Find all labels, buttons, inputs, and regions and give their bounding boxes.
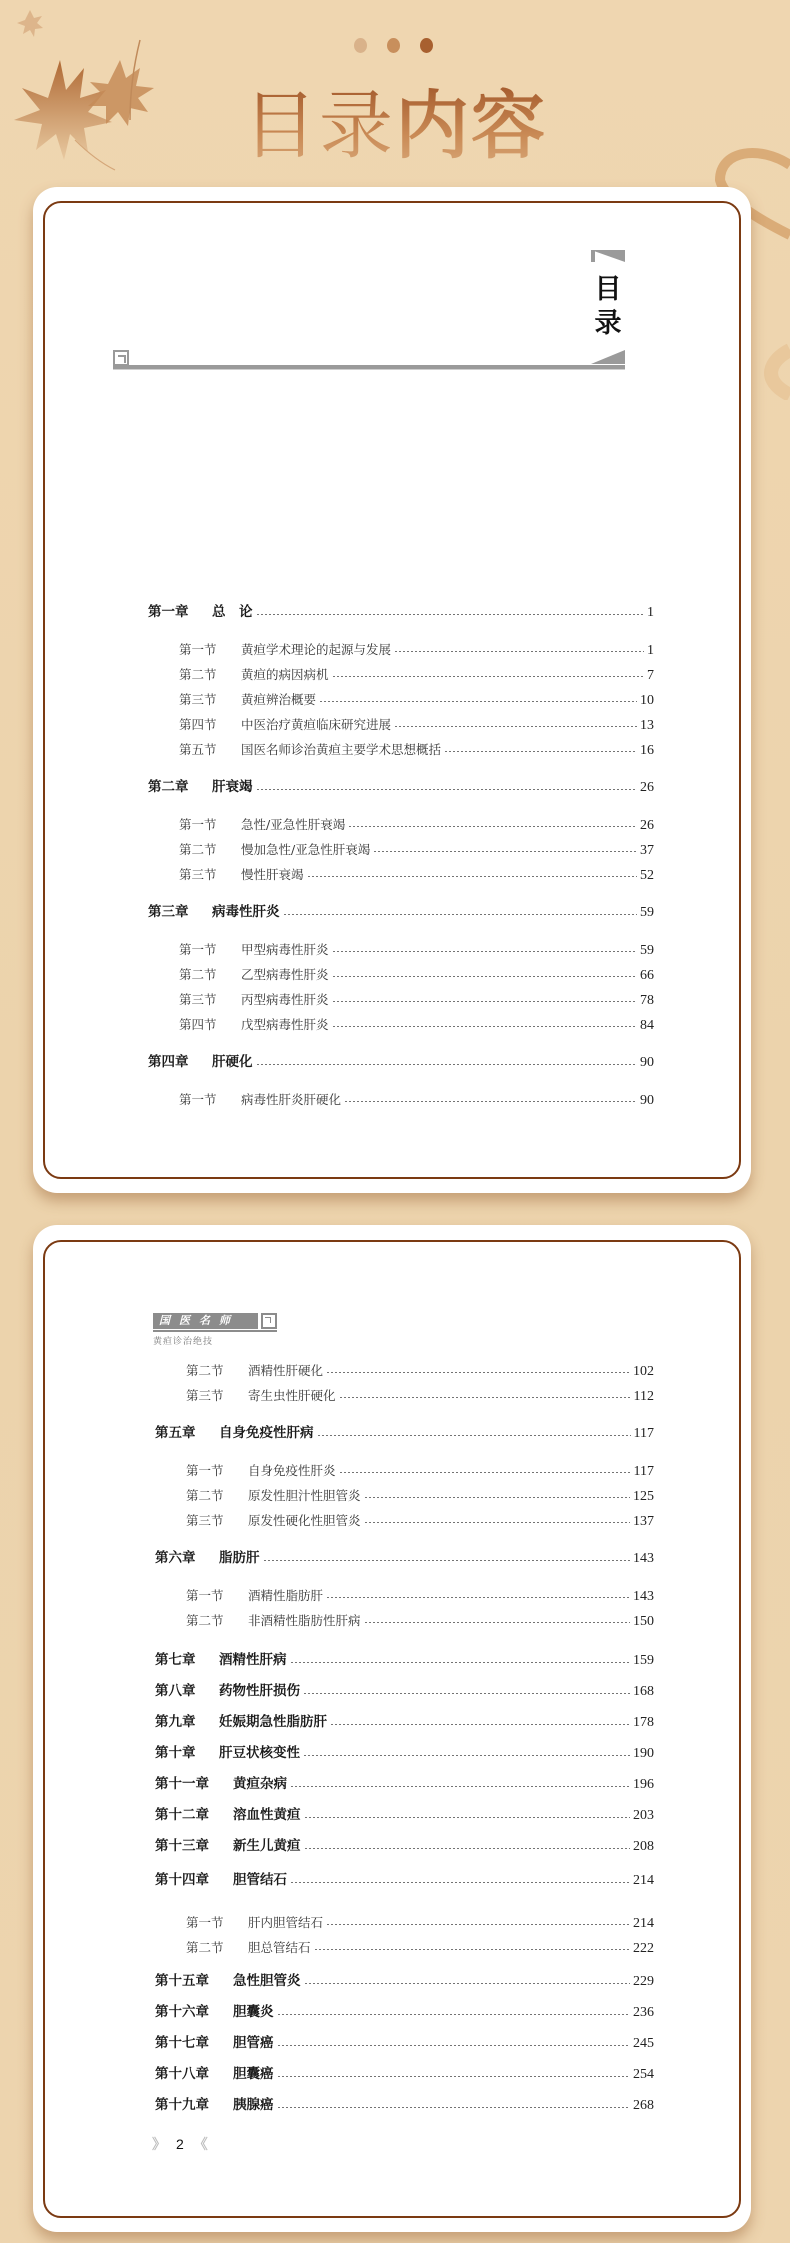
toc-chapter-row[interactable] — [148, 900, 654, 925]
chapter-title: 脂肪肝 — [219, 1550, 260, 1566]
section-number: 第一节 — [179, 942, 217, 957]
dot-leader — [332, 976, 637, 977]
section-title: 慢性肝衰竭 — [241, 867, 304, 882]
toc-page-heading — [113, 250, 625, 370]
dot-leader — [332, 1026, 637, 1027]
page-ref: 178 — [633, 1715, 654, 1730]
toc-chapter-row[interactable] — [148, 1050, 654, 1075]
section-number: 第三节 — [179, 692, 217, 707]
section-number: 第四节 — [179, 1017, 217, 1032]
page-ref: 84 — [640, 1018, 654, 1033]
heading-rule — [113, 365, 625, 370]
section-title: 酒精性脂肪肝 — [248, 1588, 324, 1603]
section-number: 第二节 — [179, 667, 217, 682]
page-ref: 229 — [633, 1974, 654, 1989]
page-ref: 102 — [633, 1364, 654, 1379]
toc-section-row[interactable] — [148, 1012, 654, 1037]
page-ref: 245 — [633, 2036, 654, 2051]
toc-section-row[interactable] — [148, 662, 654, 687]
page-ref: 208 — [633, 1839, 654, 1854]
section-number: 第二节 — [179, 967, 217, 982]
dot-leader — [364, 1497, 630, 1498]
toc-chapter-row[interactable] — [148, 600, 654, 625]
section-title: 中医治疗黄疸临床研究进展 — [241, 717, 392, 732]
dot-leader — [256, 789, 638, 790]
section-number: 第四节 — [179, 717, 217, 732]
toc-chapter-row[interactable] — [155, 1966, 654, 1997]
heading-char: 目 — [594, 274, 622, 305]
dot-leader — [344, 1101, 637, 1102]
page-ref: 190 — [633, 1746, 654, 1761]
chapter-title: 胆管结石 — [233, 1872, 287, 1888]
page-ref: 90 — [640, 1093, 654, 1108]
page-ref: 137 — [633, 1514, 654, 1529]
dot-leader — [303, 1755, 630, 1756]
section-number: 第二节 — [186, 1940, 224, 1955]
running-head-rule — [153, 1330, 277, 1332]
dot-leader — [263, 1560, 631, 1561]
page-number-value: 2 — [176, 2136, 184, 2152]
section-title: 黄疸学术理论的起源与发展 — [241, 642, 392, 657]
page-ref: 203 — [633, 1808, 654, 1823]
toc-chapter-row[interactable] — [155, 1862, 654, 1898]
section-title: 自身免疫性肝炎 — [248, 1463, 336, 1478]
toc-section-row[interactable] — [148, 737, 654, 762]
chapter-number: 第十章 — [155, 1745, 196, 1761]
meander-ornament-icon — [113, 350, 129, 366]
header-dots — [354, 38, 433, 53]
section-number: 第一节 — [186, 1915, 224, 1930]
chapter-number: 第十九章 — [155, 2097, 209, 2113]
toc-chapter-row[interactable] — [155, 1707, 654, 1738]
toc-chapter-row[interactable] — [155, 1997, 654, 2028]
toc-section-row[interactable] — [148, 837, 654, 862]
book-subtitle: 黄疸诊治绝技 — [153, 1337, 214, 1347]
chapter-title: 肝豆状核变性 — [219, 1745, 300, 1761]
chapter-title: 胆囊炎 — [233, 2004, 274, 2020]
series-logo: 国医名师 — [153, 1313, 258, 1329]
header-dot — [354, 38, 367, 53]
toc-section-row[interactable] — [155, 1935, 654, 1960]
page-ornament-right-icon: 《 — [193, 2136, 208, 2152]
chapter-number: 第十三章 — [155, 1838, 209, 1854]
chapter-number: 第十一章 — [155, 1776, 209, 1792]
running-head — [153, 1313, 277, 1347]
section-title: 乙型病毒性肝炎 — [241, 967, 329, 982]
dot-leader — [304, 1848, 631, 1849]
dot-leader — [394, 726, 637, 727]
page-ref: 143 — [633, 1589, 654, 1604]
chapter-number: 第十五章 — [155, 1973, 209, 1989]
section-number: 第二节 — [179, 842, 217, 857]
section-title: 胆总管结石 — [248, 1940, 311, 1955]
dot-leader — [277, 2045, 631, 2046]
page-ref: 1 — [647, 643, 654, 658]
dot-leader — [304, 1817, 631, 1818]
dot-leader — [332, 951, 637, 952]
section-number: 第二节 — [186, 1613, 224, 1628]
dot-leader — [332, 676, 644, 677]
toc-section-row[interactable] — [148, 687, 654, 712]
toc-section-row[interactable] — [148, 862, 654, 887]
page-ref: 125 — [633, 1489, 654, 1504]
dot-leader — [307, 876, 637, 877]
chapter-title: 自身免疫性肝病 — [219, 1425, 314, 1441]
page-ref: 222 — [633, 1941, 654, 1956]
page-ref: 26 — [640, 780, 654, 795]
page-ref: 66 — [640, 968, 654, 983]
toc-chapter-row[interactable] — [155, 1421, 654, 1446]
chapter-number: 第十六章 — [155, 2004, 209, 2020]
chapter-title: 肝衰竭 — [212, 779, 253, 795]
section-title: 戊型病毒性肝炎 — [241, 1017, 329, 1032]
dot-leader — [444, 751, 637, 752]
heading-tab — [591, 250, 625, 364]
section-title: 原发性硬化性胆管炎 — [248, 1513, 361, 1528]
section-title: 非酒精性脂肪性肝病 — [248, 1613, 361, 1628]
section-number: 第三节 — [179, 867, 217, 882]
page-ref: 7 — [647, 668, 654, 683]
dot-leader — [256, 1064, 638, 1065]
toc-section-row[interactable] — [155, 1583, 654, 1608]
chapter-title: 胰腺癌 — [233, 2097, 274, 2113]
dot-leader — [330, 1724, 630, 1725]
page-ref: 52 — [640, 868, 654, 883]
toc-chapter-row[interactable] — [155, 1645, 654, 1676]
dot-leader — [348, 826, 637, 827]
toc-chapter-row[interactable] — [155, 1800, 654, 1831]
section-number: 第一节 — [186, 1588, 224, 1603]
chapter-number: 第九章 — [155, 1714, 196, 1730]
toc-section-row[interactable] — [155, 1358, 654, 1383]
chapter-number: 第三章 — [148, 904, 189, 920]
dot-leader — [283, 914, 638, 915]
chapter-number: 第十八章 — [155, 2066, 209, 2082]
page-ref: 214 — [633, 1873, 654, 1888]
section-number: 第一节 — [179, 642, 217, 657]
chapter-number: 第五章 — [155, 1425, 196, 1441]
toc-section-row[interactable] — [155, 1608, 654, 1633]
toc-list-page-2 — [155, 1358, 654, 2121]
page-ref: 1 — [647, 605, 654, 620]
toc-section-row[interactable] — [148, 637, 654, 662]
section-number: 第二节 — [186, 1488, 224, 1503]
page-ref: 143 — [633, 1551, 654, 1566]
page-ref: 13 — [640, 718, 654, 733]
chapter-number: 第四章 — [148, 1054, 189, 1070]
toc-section-row[interactable] — [155, 1910, 654, 1935]
section-title: 慢加急性/亚急性肝衰竭 — [241, 842, 371, 857]
dot-leader — [373, 851, 637, 852]
page-title-bold: 内容 — [395, 83, 547, 169]
section-title: 急性/亚急性肝衰竭 — [241, 817, 346, 832]
section-title: 黄疸辨治概要 — [241, 692, 317, 707]
section-number: 第一节 — [179, 1092, 217, 1107]
toc-chapter-row[interactable] — [155, 1738, 654, 1769]
toc-chapter-row[interactable] — [155, 1676, 654, 1707]
section-title: 病毒性肝炎肝硬化 — [241, 1092, 342, 1107]
chapter-number: 第十二章 — [155, 1807, 209, 1823]
section-number: 第二节 — [186, 1363, 224, 1378]
chapter-title: 黄疸杂病 — [233, 1776, 287, 1792]
dot-leader — [326, 1924, 630, 1925]
dot-leader — [277, 2107, 631, 2108]
page-ref: 214 — [633, 1916, 654, 1931]
page-number — [152, 2134, 208, 2154]
chapter-title: 总 论 — [212, 604, 253, 620]
chapter-title: 病毒性肝炎 — [212, 904, 280, 920]
dot-leader — [317, 1435, 631, 1436]
toc-section-row[interactable] — [155, 1458, 654, 1483]
page-ref: 78 — [640, 993, 654, 1008]
chapter-number: 第七章 — [155, 1652, 196, 1668]
toc-section-row[interactable] — [148, 812, 654, 837]
section-title: 甲型病毒性肝炎 — [241, 942, 329, 957]
toc-list-page-1 — [148, 600, 654, 1112]
page-ref: 37 — [640, 843, 654, 858]
page-ref: 117 — [633, 1464, 654, 1479]
corner-edge — [591, 250, 595, 262]
chapter-title: 胆囊癌 — [233, 2066, 274, 2082]
page-ref: 26 — [640, 818, 654, 833]
section-title: 酒精性肝硬化 — [248, 1363, 324, 1378]
dot-leader — [364, 1522, 630, 1523]
page-ref: 90 — [640, 1055, 654, 1070]
chapter-number: 第一章 — [148, 604, 189, 620]
section-number: 第三节 — [179, 992, 217, 1007]
dot-leader — [290, 1662, 631, 1663]
toc-chapter-row[interactable] — [155, 2059, 654, 2090]
chapter-title: 急性胆管炎 — [233, 1973, 301, 1989]
section-title: 黄疸的病因病机 — [241, 667, 329, 682]
chapter-title: 药物性肝损伤 — [219, 1683, 300, 1699]
chapter-title: 肝硬化 — [212, 1054, 253, 1070]
toc-chapter-row[interactable] — [155, 1546, 654, 1571]
page-ref: 150 — [633, 1614, 654, 1629]
header-dot — [387, 38, 400, 53]
page-ref: 10 — [640, 693, 654, 708]
dot-leader — [277, 2014, 631, 2015]
dot-leader — [290, 1882, 630, 1883]
dot-leader — [314, 1949, 630, 1950]
toc-section-row[interactable] — [148, 1087, 654, 1112]
section-number: 第三节 — [186, 1513, 224, 1528]
toc-chapter-row[interactable] — [155, 2028, 654, 2059]
dot-leader — [304, 1983, 631, 1984]
dot-leader — [290, 1786, 630, 1787]
page-ref: 59 — [640, 905, 654, 920]
chapter-title: 新生儿黄疸 — [233, 1838, 301, 1854]
toc-section-row[interactable] — [155, 1508, 654, 1533]
dot-leader — [394, 651, 644, 652]
toc-section-row[interactable] — [148, 987, 654, 1012]
chapter-title: 胆管癌 — [233, 2035, 274, 2051]
section-number: 第一节 — [186, 1463, 224, 1478]
dot-leader — [326, 1372, 630, 1373]
corner-triangle-icon — [591, 250, 625, 262]
chapter-number: 第六章 — [155, 1550, 196, 1566]
section-title: 国医名师诊治黄疸主要学术思想概括 — [241, 742, 442, 757]
page-ref: 112 — [633, 1389, 654, 1404]
page-ornament-left-icon: 》 — [152, 2136, 166, 2152]
page-ref: 59 — [640, 943, 654, 958]
section-number: 第三节 — [186, 1388, 224, 1403]
dot-leader — [303, 1693, 630, 1694]
section-title: 肝内胆管结石 — [248, 1915, 324, 1930]
page-ref: 159 — [633, 1653, 654, 1668]
page-ref: 168 — [633, 1684, 654, 1699]
section-title: 丙型病毒性肝炎 — [241, 992, 329, 1007]
chapter-number: 第八章 — [155, 1683, 196, 1699]
header-dot — [420, 38, 433, 53]
toc-section-row[interactable] — [155, 1383, 654, 1408]
toc-section-row[interactable] — [148, 937, 654, 962]
meander-ornament-icon — [261, 1313, 277, 1329]
chapter-number: 第十七章 — [155, 2035, 209, 2051]
dot-leader — [339, 1397, 631, 1398]
dot-leader — [256, 614, 645, 615]
heading-char: 录 — [594, 308, 622, 339]
section-title: 寄生虫性肝硬化 — [248, 1388, 336, 1403]
page-ref: 268 — [633, 2098, 654, 2113]
page-ref: 236 — [633, 2005, 654, 2020]
page-ref: 254 — [633, 2067, 654, 2082]
toc-chapter-row[interactable] — [155, 1769, 654, 1800]
dot-leader — [277, 2076, 631, 2077]
chapter-title: 酒精性肝病 — [219, 1652, 287, 1668]
dot-leader — [319, 701, 637, 702]
page-title — [0, 76, 790, 176]
chapter-number: 第二章 — [148, 779, 189, 795]
page-title-light: 目录 — [243, 83, 395, 169]
toc-chapter-row[interactable] — [155, 1831, 654, 1862]
dot-leader — [332, 1001, 637, 1002]
chapter-title: 妊娠期急性脂肪肝 — [219, 1714, 327, 1730]
dot-leader — [339, 1472, 631, 1473]
page-ref: 196 — [633, 1777, 654, 1792]
page-ref: 16 — [640, 743, 654, 758]
toc-section-row[interactable] — [148, 962, 654, 987]
section-number: 第一节 — [179, 817, 217, 832]
toc-section-row[interactable] — [148, 712, 654, 737]
dot-leader — [326, 1597, 630, 1598]
toc-section-row[interactable] — [155, 1483, 654, 1508]
dot-leader — [364, 1622, 630, 1623]
toc-chapter-row[interactable] — [155, 2090, 654, 2121]
chapter-title: 溶血性黄疸 — [233, 1807, 301, 1823]
section-title: 原发性胆汁性胆管炎 — [248, 1488, 361, 1503]
section-number: 第五节 — [179, 742, 217, 757]
chapter-number: 第十四章 — [155, 1872, 209, 1888]
toc-chapter-row[interactable] — [148, 775, 654, 800]
corner-triangle-icon — [591, 350, 625, 364]
page-ref: 117 — [633, 1426, 654, 1441]
